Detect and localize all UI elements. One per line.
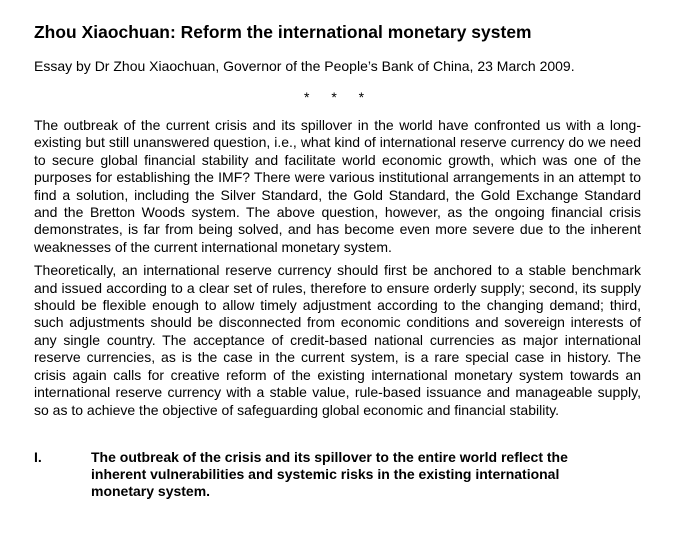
document-subtitle: Essay by Dr Zhou Xiaochuan, Governor of the People’s Bank of China, 23 March 2009. [34, 58, 575, 74]
document-title: Zhou Xiaochuan: Reform the international monetary system [34, 22, 532, 42]
paragraph-1: The outbreak of the current crisis and its spillover in the world have confronted us with a long-existing but still unanswered question, i.e., what kind of international reserve currency do we need to secure global financial stability and facilitate world economic growth, which was one of the purposes for establishing the IMF? There were various institutional arrangements in an attempt to find a solution, including the Silver Standard, the Gold Standard, the Gold Exchange Standard and the Bretton Woods system. The above question, however, as the ongoing financial crisis demonstrates, is far from being solved, and has become even more severe due to the inherent weaknesses of the current international monetary system. [34, 117, 641, 255]
section-number: I. [34, 448, 42, 465]
section-heading-text: The outbreak of the crisis and its spillover to the entire world reflect the inherent vulnerabilities and systemic risks in the existing international monetary system. [91, 448, 568, 499]
asterisk-separator: * * * [304, 89, 365, 105]
paragraph-2: Theoretically, an international reserve currency should first be anchored to a stable benchmark and issued according to a clear set of rules, therefore to ensure orderly supply; second, its supply should be flexible enough to allow timely adjustment according to the changing demand; third, such adjustments should be disconnected from economic conditions and sovereign interests of any single country. The acceptance of credit-based national currencies as major international reserve currencies, as is the case in the current system, is a rare special case in history. The crisis again calls for creative reform of the existing international monetary system towards an international reserve currency with a stable value, rule-based issuance and manageable supply, so as to achieve the objective of safeguarding global economic and financial stability. [34, 262, 641, 418]
section-heading [34, 449, 641, 500]
